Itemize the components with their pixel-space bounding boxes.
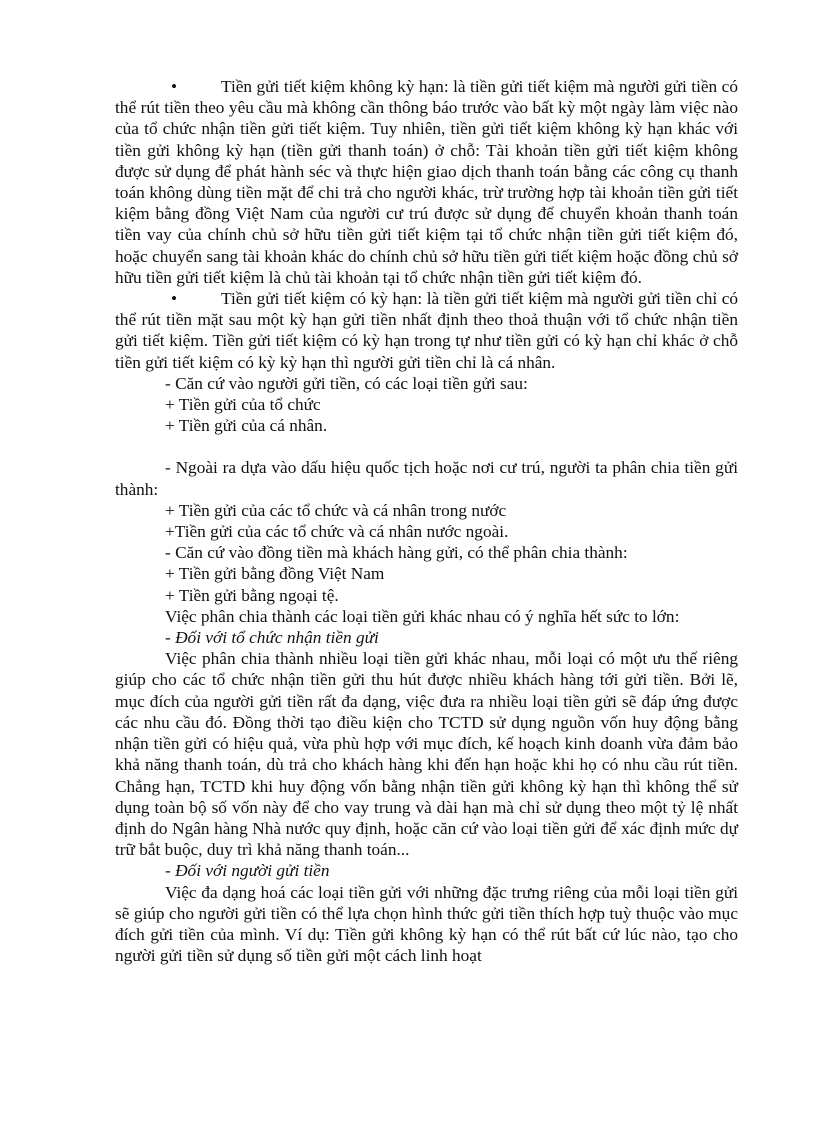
paragraph-savings-term-text: Tiền gửi tiết kiệm có kỳ hạn: là tiền gửi tiết kiệm mà người gửi tiền chỉ có thể rút tiền mặt sau một kỳ hạn gửi tiền nhất định theo thoả thuận với tổ chức nhận tiền gửi tiết kiệm. Tiền gửi tiết kiệm có kỳ hạn trong tự như tiền gửi có kỳ hạn chỉ khác ở chỗ tiền gửi tiết kiệm có kỳ kỳ hạn thì người gửi tiền chỉ là cá nhân. bbox=[115, 289, 738, 372]
list-line-by-currency: - Căn cứ vào đồng tiền mà khách hàng gửi, có thể phân chia thành: bbox=[165, 543, 628, 563]
bullet-1: • bbox=[171, 77, 178, 96]
list-line-vnd: + Tiền gửi bằng đồng Việt Nam bbox=[165, 564, 385, 584]
list-line-foreign: +Tiền gửi của các tổ chức và cá nhân nước ngoài. bbox=[165, 522, 509, 542]
paragraph-depositor-benefits: Việc đa dạng hoá các loại tiền gửi với những đặc trưng riêng của mỗi loại tiền gửi sẽ giúp cho người gửi tiền có thể lựa chọn hình thức gửi tiền thích hợp tuỳ thuộc vào mục đích gửi tiền của mình. Ví dụ: Tiền gửi không kỳ hạn có thể rút bất cứ lúc nào, tạo cho người gửi tiền sử dụng số tiền gửi một cách linh hoạt bbox=[115, 882, 738, 966]
bullet-2: • bbox=[171, 289, 178, 309]
list-line-foreign-currency: + Tiền gửi bằng ngoại tệ. bbox=[165, 585, 339, 605]
list-line-significance: Việc phân chia thành các loại tiền gửi khác nhau có ý nghĩa hết sức to lớn: bbox=[165, 606, 680, 626]
list-line-by-depositor: - Căn cứ vào người gửi tiền, có các loại tiền gửi sau: bbox=[165, 373, 528, 393]
heading-for-deposit-institution: - Đối với tổ chức nhận tiền gửi bbox=[165, 628, 379, 648]
paragraph-institution-benefits: Việc phân chia thành nhiều loại tiền gửi khác nhau, mỗi loại có một ưu thế riêng giúp cho các tổ chức nhận tiền gửi thu hút được nhiều khách hàng tới gửi tiền. Bởi lẽ, mục đích của người gửi tiền rất đa dạng, việc đưa ra nhiều loại tiền gửi sẽ đáp ứng được các nhu cầu đó. Đồng thời tạo điều kiện cho TCTD sử dụng nguồn vốn huy động bằng nhận tiền gửi có hiệu quả, vừa phù hợp với mục đích, kế hoạch kinh doanh vừa đảm bảo khả năng thanh toán, dù trả cho khách hàng khi đến hạn hoặc khi họ có nhu cầu rút tiền. Chẳng hạn, TCTD khi huy động vốn bằng nhận tiền gửi không kỳ hạn thì không thể sử dụng toàn bộ số vốn này để cho vay trung và dài hạn mà chỉ sử dụng theo một tỷ lệ nhất định do Ngân hàng Nhà nước quy định, hoặc căn cứ vào loại tiền gửi để xác định mức dự trữ bắt buộc, duy trì khả năng thanh toán... bbox=[115, 649, 738, 860]
list-line-organization: + Tiền gửi của tổ chức bbox=[165, 395, 321, 415]
paragraph-savings-term bbox=[115, 288, 738, 373]
document-page bbox=[115, 76, 738, 966]
blank-line bbox=[115, 436, 738, 457]
list-line-domestic: + Tiền gửi của các tổ chức và cá nhân trong nước bbox=[165, 500, 507, 520]
list-line-individual: + Tiền gửi của cá nhân. bbox=[165, 416, 328, 436]
paragraph-by-nationality: - Ngoài ra dựa vào dấu hiệu quốc tịch hoặc nơi cư trú, người ta phân chia tiền gửi thành: bbox=[115, 458, 738, 499]
paragraph-savings-no-term bbox=[115, 76, 738, 288]
heading-for-depositor: - Đối với người gửi tiền bbox=[165, 861, 330, 881]
paragraph-savings-no-term-text: Tiền gửi tiết kiệm không kỳ hạn: là tiền gửi tiết kiệm mà người gửi tiền có thể rút tiền theo yêu cầu mà không cần thông báo trước vào bất kỳ một ngày làm việc nào của tổ chức nhận tiền gửi tiết kiệm. Tuy nhiên, tiền gửi tiết kiệm không kỳ hạn khác với tiền gửi không kỳ hạn (tiền gửi thanh toán) ở chỗ: Tài khoản tiền gửi tiết kiệm không được sử dụng để phát hành séc và thực hiện giao dịch thanh toán bằng các công cụ thanh toán không dùng tiền mặt để chi trả cho người khác, trừ trường hợp tài khoản tiền gửi tiết kiệm bằng đồng Việt Nam của người cư trú được sử dụng để chuyển khoản thanh toán tiền vay của chính chủ sở hữu tiền gửi tiết kiệm tại tổ chức nhận tiền gửi tiết kiệm đó, hoặc chuyển sang tài khoản khác do chính chủ sở hữu tiền gửi tiết kiệm hoặc đồng chủ sở hữu tiền gửi tiết kiệm là chủ tài khoản tại tổ chức nhận tiền gửi tiết kiệm đó. bbox=[115, 77, 738, 287]
